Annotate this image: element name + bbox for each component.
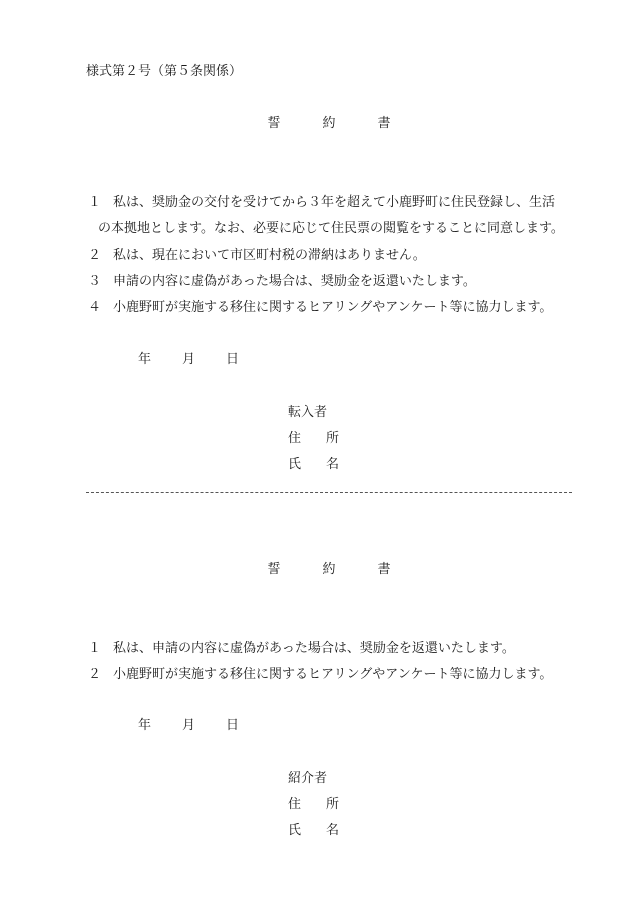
date-field — [138, 714, 239, 733]
title-char: 書 — [377, 116, 391, 131]
item-number: ４ — [88, 300, 102, 315]
item-number: １ — [88, 641, 102, 656]
title-char: 誓 — [267, 562, 281, 577]
dashed-cut-line — [86, 492, 572, 493]
item-text: 私は、申請の内容に虚偽があった場合は、奨励金を返還いたします。 — [113, 641, 515, 656]
address-char: 住 — [288, 797, 302, 812]
address-char: 住 — [288, 431, 302, 446]
item-number: １ — [88, 195, 102, 210]
year-label: 年 — [138, 352, 152, 367]
item-text: 小鹿野町が実施する移住に関するヒアリングやアンケート等に協力します。 — [113, 667, 553, 682]
title-char: 約 — [322, 562, 336, 577]
name-char: 名 — [326, 823, 340, 838]
item-text: 私は、現在において市区町村税の滞納はありません。 — [113, 248, 426, 263]
name-field — [288, 819, 339, 838]
day-label: 日 — [226, 718, 240, 733]
item-text: 小鹿野町が実施する移住に関するヒアリングやアンケート等に協力します。 — [113, 300, 553, 315]
item-text: 私は、奨励金の交付を受けてから３年を超えて小鹿野町に住民登録し、生活 — [113, 195, 556, 210]
pledge-title — [0, 558, 630, 577]
date-field — [138, 348, 239, 367]
year-label: 年 — [138, 718, 152, 733]
address-char: 所 — [326, 431, 340, 446]
name-char: 名 — [326, 457, 340, 472]
form-number: 様式第２号（第５条関係） — [86, 64, 243, 79]
month-label: 月 — [182, 352, 196, 367]
name-field — [288, 453, 339, 472]
signer-label: 紹介者 — [288, 771, 328, 786]
item-text: 申請の内容に虚偽があった場合は、奨励金を返還いたします。 — [113, 274, 476, 289]
item-text-continued: の本拠地とします。なお、必要に応じて住民票の閲覧をすることに同意します。 — [98, 221, 564, 236]
title-char: 約 — [322, 116, 336, 131]
item-number: ２ — [88, 248, 102, 263]
name-char: 氏 — [288, 457, 302, 472]
address-field — [288, 427, 339, 446]
day-label: 日 — [226, 352, 240, 367]
signer-label: 転入者 — [288, 405, 328, 420]
title-char: 誓 — [267, 116, 281, 131]
address-field — [288, 793, 339, 812]
item-number: ３ — [88, 274, 102, 289]
month-label: 月 — [182, 718, 196, 733]
name-char: 氏 — [288, 823, 302, 838]
address-char: 所 — [326, 797, 340, 812]
title-char: 書 — [377, 562, 391, 577]
item-number: ２ — [88, 667, 102, 682]
pledge-title — [0, 112, 630, 131]
